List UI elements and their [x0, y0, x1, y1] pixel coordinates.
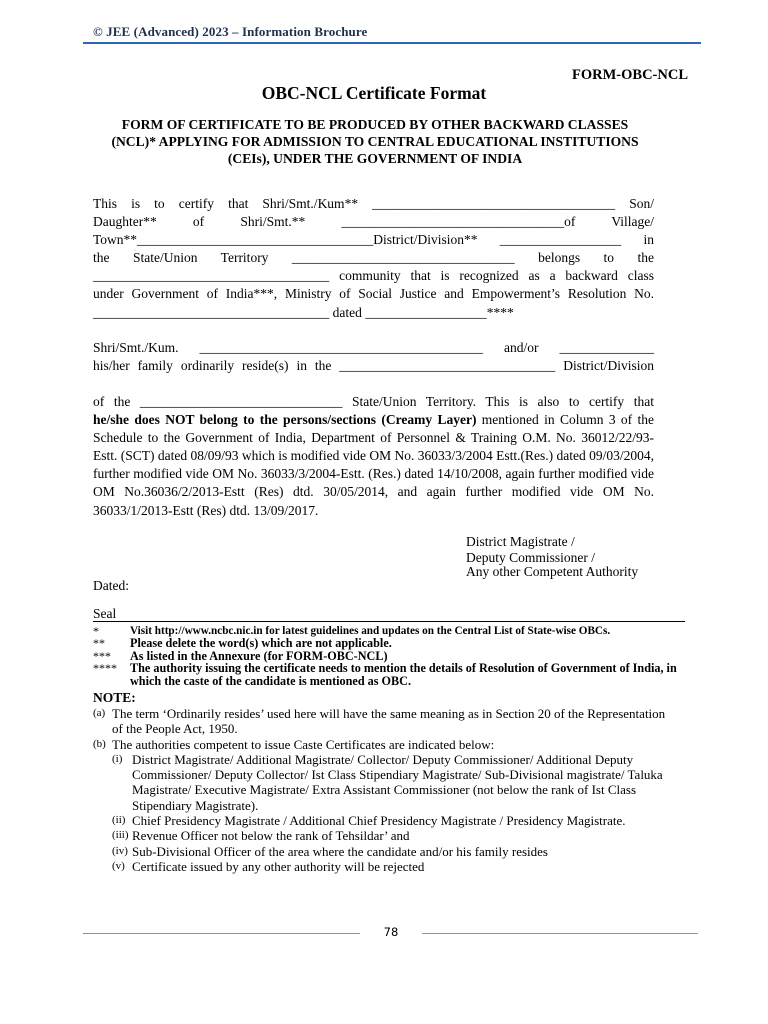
seal-label: Seal: [93, 606, 117, 621]
para1-line: ___________________________________ community that is recognized as a backward class: [93, 268, 654, 284]
para1-line: ___________________________________ dated __________________****: [93, 304, 514, 320]
authority-label: (i): [112, 752, 123, 765]
page-number: 78: [383, 925, 399, 939]
authority-text: Chief Presidency Magistrate / Additional Chief Presidency Magistrate / Presidency Magistrate.: [132, 813, 626, 829]
authority-label: (iv): [112, 844, 128, 857]
dated-label: Dated:: [93, 578, 129, 593]
notes-list: [93, 706, 673, 874]
authority-text: Sub-Divisional Officer of the area where the candidate and/or his family resides: [132, 843, 548, 859]
om-references: mentioned in Column 3 of the Schedule to the Government of India, Department of Personnel & Training O.M. No. 36012/22/93- Estt. (SCT) dated 08/09/93 which is modified vide OM No. 36033/3/2004 Estt.(Res.) dated 09/03/2004, further modified vide OM No. 36033/3/2004-Estt. (Res.) dated 14/10/2008, again further modified vide OM No.36036/2/2013-Estt (Res) dtd. 30/05/2014, and again further modified vide OM No. 36033/1/2013-Estt (Res) dtd. 13/09/2017.: [93, 412, 654, 518]
authority-item: [112, 844, 673, 859]
authority-label: (v): [112, 859, 125, 872]
footnote-text: The authority issuing the certificate needs to mention the details of Resolution of Government of India, in which the caste of the candidate is mentioned as OBC.: [130, 661, 677, 688]
footnotes: [93, 625, 693, 687]
para1-line: the State/Union Territory _________________________________ belongs to the: [93, 250, 654, 266]
note-item: [93, 737, 673, 752]
creamy-layer-bold: he/she does NOT belong to the persons/sections (Creamy Layer): [93, 412, 477, 428]
footer-rule-right: [422, 933, 698, 934]
note-heading: NOTE:: [93, 690, 136, 705]
authority-text: Certificate issued by any other authority will be rejected: [132, 858, 425, 874]
para1-line: under Government of India***, Ministry of Social Justice and Empowerment’s Resolution No.: [93, 286, 654, 302]
note-label: (b): [93, 737, 106, 750]
footnote-mark: ***: [93, 648, 111, 663]
authority-text: District Magistrate/ Additional Magistrate/ Collector/ Deputy Commissioner/ Additional Deputy Commissioner/ Deputy Collector/ Ist Class Stipendiary Magistrate/ Sub-Divisional magistrate/ Taluka Magistrate/ Executive Magistrate/ Extra Assistant Commissioner (not below the rank of Ist Class Stipendiary Magistrate).: [132, 751, 663, 813]
authority-list: [93, 752, 673, 874]
para2-line: his/her family ordinarily reside(s) in the ________________________________ District/Division: [93, 358, 654, 374]
footnote-rule: [93, 621, 685, 622]
para2-line: Shri/Smt./Kum. __________________________________________ and/or ______________: [93, 340, 654, 355]
authority-label: (ii): [112, 814, 126, 827]
para1-line: Town**___________________________________District/Division** __________________ in: [93, 232, 654, 248]
footnote-text: Please delete the word(s) which are not applicable.: [130, 636, 392, 651]
authority-label: (iii): [112, 829, 129, 842]
footnote-mark: *: [93, 624, 99, 638]
authority-text: Revenue Officer not below the rank of Tehsildar’ and: [132, 828, 410, 844]
signature-block: [466, 535, 686, 579]
footnote: [93, 637, 693, 649]
brochure-header: © JEE (Advanced) 2023 – Information Brochure: [93, 24, 368, 39]
header-rule: [83, 42, 701, 44]
certificate-heading: FORM OF CERTIFICATE TO BE PRODUCED BY OTHER BACKWARD CLASSES (NCL)* APPLYING FOR ADMISSION TO CENTRAL EDUCATIONAL INSTITUTIONS (CEIs), UNDER THE GOVERNMENT OF INDIA: [111, 117, 639, 166]
authority-item: [112, 813, 673, 828]
note-text: The authorities competent to issue Caste Certificates are indicated below:: [112, 736, 495, 752]
footnote-text: As listed in the Annexure (for FORM-OBC-NCL): [130, 648, 388, 663]
certificate-paragraph-1: [93, 195, 654, 322]
authority-item: [112, 859, 673, 874]
note-label: (a): [93, 707, 106, 719]
footnote-mark: ****: [93, 661, 117, 676]
page-title: OBC-NCL Certificate Format: [261, 83, 487, 103]
footnote-text: Visit http://www.ncbc.nic.in for latest guidelines and updates on the Central List of State-wise OBCs.: [130, 625, 611, 637]
signature-line: Deputy Commissioner /: [466, 550, 595, 565]
certificate-paragraph-2: [93, 339, 654, 375]
para1-line: This is to certify that Shri/Smt./Kum** ____________________________________ Son/: [93, 196, 654, 211]
authority-item: [112, 828, 673, 843]
form-code: FORM-OBC-NCL: [572, 67, 688, 83]
certificate-paragraph-3: [93, 393, 654, 520]
note-item: [93, 706, 673, 737]
authority-item: [112, 752, 673, 813]
note-text: The term ‘Ordinarily resides’ used here will have the same meaning as in Section 20 of the Representation of the People Act, 1950.: [112, 706, 666, 737]
signature-line: Any other Competent Authority: [466, 564, 639, 579]
footer-rule-left: [83, 933, 360, 934]
para3-first-line: of the ______________________________ State/Union Territory. This is also to certify that: [93, 394, 654, 409]
creamy-layer-statement: [93, 411, 654, 520]
para1-line: Daughter** of Shri/Smt.** _________________________________of Village/: [93, 214, 654, 230]
signature-line: District Magistrate /: [466, 534, 575, 549]
footnote: [93, 662, 693, 687]
footnote-mark: **: [93, 636, 105, 651]
